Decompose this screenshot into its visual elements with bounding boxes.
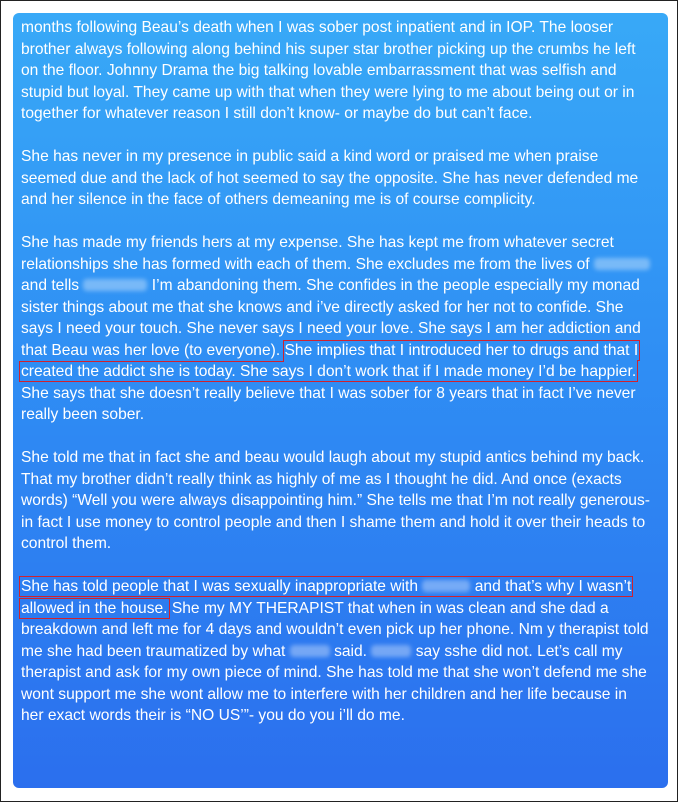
highlight-text-b: and that’s why I wasn’t allowed in the house. [21,578,632,617]
redacted-name [422,580,470,592]
redacted-name [290,645,330,657]
paragraph-2: She has never in my presence in public said a kind word or praised me when praise seemed due and the lack of hot seemed to say the opposite. She has never defended me and her silence in the face of others demeaning me is of course complicity. [21,148,639,208]
paragraph-3-text-b: and tells [21,277,80,294]
paragraph-5-text-a: She my MY THERAPIST that when in was clean and she dad a breakdown and left me for 4 days and wouldn’t even pick up her phone. Nm y therapist told me she had been traumatized by what [21,599,649,660]
redacted-name [371,645,411,657]
paragraph-3-text-d: She says that she doesn’t really believe that I was sober for 8 years that in fact I’ve never really been sober. [21,384,636,423]
paragraph-5-text-c: say sshe did not. Let’s call my therapist and ask for my own piece of mind. She has told me that she won’t defend me she wont support me she wont allow me to interfere with her children and her life because in her exact words their is “NO US’”- you do you i’ll do me. [21,642,647,724]
paragraph-1: months following Beau’s death when I was sober post inpatient and in IOP. The looser brother always following along behind his super star brother picking up the crumbs he left on the floor. Johnny Drama the big talking lovable embarrassment that was selfish and stupid but loyal. They came up with that when they were lying to me about being out or in together for whatever reason I still don’t know- or maybe do but can’t face. [21,19,636,122]
paragraph-5 [21,576,650,727]
paragraph-5-text-b: said. [334,642,368,660]
redacted-name [83,279,147,291]
paragraph-3-text-a: She has made my friends hers at my expense. She has kept me from whatever secret relationships she has formed with each of them. She excludes me from the lives of [21,234,614,273]
message-bubble [13,13,668,788]
paragraph-4: She told me that in fact she and beau would laugh about my stupid antics behind my back. That my brother didn’t really think as highly of me as I thought he did. And once (exacts words) “Well you were always disappointing him.” She tells me that I’m not really generous- in fact I use money to control people and then I shame them and hold it over their heads to control them. [21,449,650,552]
paragraph-3-text-c: I’m abandoning them. She confides in the people especially my monad sister things about me that she knows and i’ve directly asked for her not to confide. She says I need your touch. She never says I need your love. She says I am her addiction and that Beau was her love (to everyone). [21,277,641,359]
redacted-name [594,258,650,270]
paragraph-3 [21,232,650,426]
highlight-text-a: She has told people that I was sexually inappropriate with [21,578,419,595]
highlight-box-drugs: She implies that I introduced her to drugs and that I created the addict she is today. She says I don’t work that if I made money I’d be happier. [21,341,639,380]
